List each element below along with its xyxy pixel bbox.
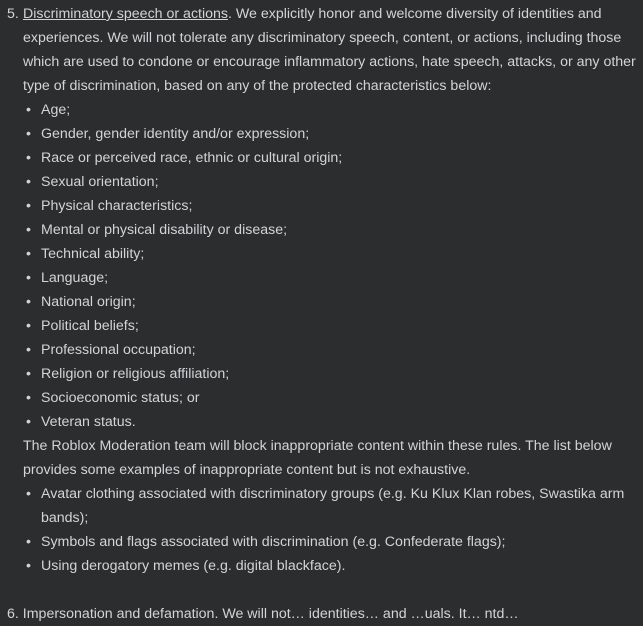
characteristic-item	[23, 290, 637, 314]
bullet-icon: •	[26, 222, 31, 238]
item-intro-paragraph	[23, 2, 637, 98]
example-item	[23, 530, 637, 554]
list-item-text: Sexual orientation;	[41, 174, 159, 190]
list-item-text: Race or perceived race, ethnic or cultural origin;	[41, 150, 343, 166]
bullet-icon: •	[26, 414, 31, 430]
bullet-icon: •	[26, 390, 31, 406]
characteristic-item	[23, 218, 637, 242]
bullet-icon: •	[26, 294, 31, 310]
characteristic-item	[23, 242, 637, 266]
protected-characteristics-list	[23, 98, 637, 434]
item-number: 6.	[7, 606, 19, 622]
bullet-icon: •	[26, 270, 31, 286]
list-item-text: Political beliefs;	[41, 318, 139, 334]
list-item-text: Veteran status.	[41, 414, 136, 430]
example-item	[23, 554, 637, 578]
bullet-icon: •	[26, 246, 31, 262]
moderation-note: The Roblox Moderation team will block inappropriate content within these rules. The list below provides some examples of inappropriate content but is not exhaustive.	[23, 438, 612, 478]
bullet-icon: •	[26, 318, 31, 334]
characteristic-item	[23, 170, 637, 194]
characteristic-item	[23, 362, 637, 386]
characteristic-item	[23, 386, 637, 410]
list-item-text: Mental or physical disability or disease;	[41, 222, 288, 238]
bullet-icon: •	[26, 198, 31, 214]
list-item-text: Technical ability;	[41, 246, 145, 262]
inappropriate-content-examples-list	[23, 482, 637, 578]
list-item-text: Physical characteristics;	[41, 198, 193, 214]
bullet-icon: •	[26, 342, 31, 358]
example-item	[23, 482, 637, 530]
bullet-icon: •	[26, 558, 31, 574]
bullet-icon: •	[26, 126, 31, 142]
item-heading-link[interactable]: Discriminatory speech or actions	[23, 6, 229, 22]
bullet-icon: •	[26, 486, 31, 502]
characteristic-item	[23, 146, 637, 170]
list-item-text: Avatar clothing associated with discriminatory groups (e.g. Ku Klux Klan robes, Swastika arm bands);	[41, 486, 625, 526]
bullet-icon: •	[26, 366, 31, 382]
list-item-text: Gender, gender identity and/or expression;	[41, 126, 310, 142]
bullet-icon: •	[26, 150, 31, 166]
bullet-icon: •	[26, 534, 31, 550]
characteristic-item	[23, 314, 637, 338]
list-item-text: Socioeconomic status; or	[41, 390, 200, 406]
characteristic-item	[23, 98, 637, 122]
list-item-text: Professional occupation;	[41, 342, 196, 358]
list-item-text: Symbols and flags associated with discrimination (e.g. Confederate flags);	[41, 534, 506, 550]
item-body	[23, 2, 637, 578]
item-number: 5.	[7, 6, 19, 22]
list-item-text: Age;	[41, 102, 71, 118]
bullet-icon: •	[26, 102, 31, 118]
list-item-text: Using derogatory memes (e.g. digital blackface).	[41, 558, 346, 574]
characteristic-item	[23, 266, 637, 290]
characteristic-item	[23, 338, 637, 362]
characteristic-item	[23, 122, 637, 146]
list-item-text: Language;	[41, 270, 109, 286]
item-partial-text: Impersonation and defamation. We will not… identities… and …uals. It… ntd…	[22, 606, 519, 622]
bullet-icon: •	[26, 174, 31, 190]
item-intro-text: . We explicitly honor and welcome diversity of identities and experiences. We will not tolerate any discriminatory speech, content, or actions, including those which are used to condone or encourage inflammatory actions, hate speech, attacks, or any other type of discrimination, based on any of the protected characteristics below:	[23, 6, 636, 94]
characteristic-item	[23, 194, 637, 218]
policy-item-6-partial	[7, 602, 637, 626]
list-item-text: National origin;	[41, 294, 136, 310]
policy-item-5	[7, 2, 637, 578]
characteristic-item	[23, 410, 637, 434]
list-item-text: Religion or religious affiliation;	[41, 366, 230, 382]
